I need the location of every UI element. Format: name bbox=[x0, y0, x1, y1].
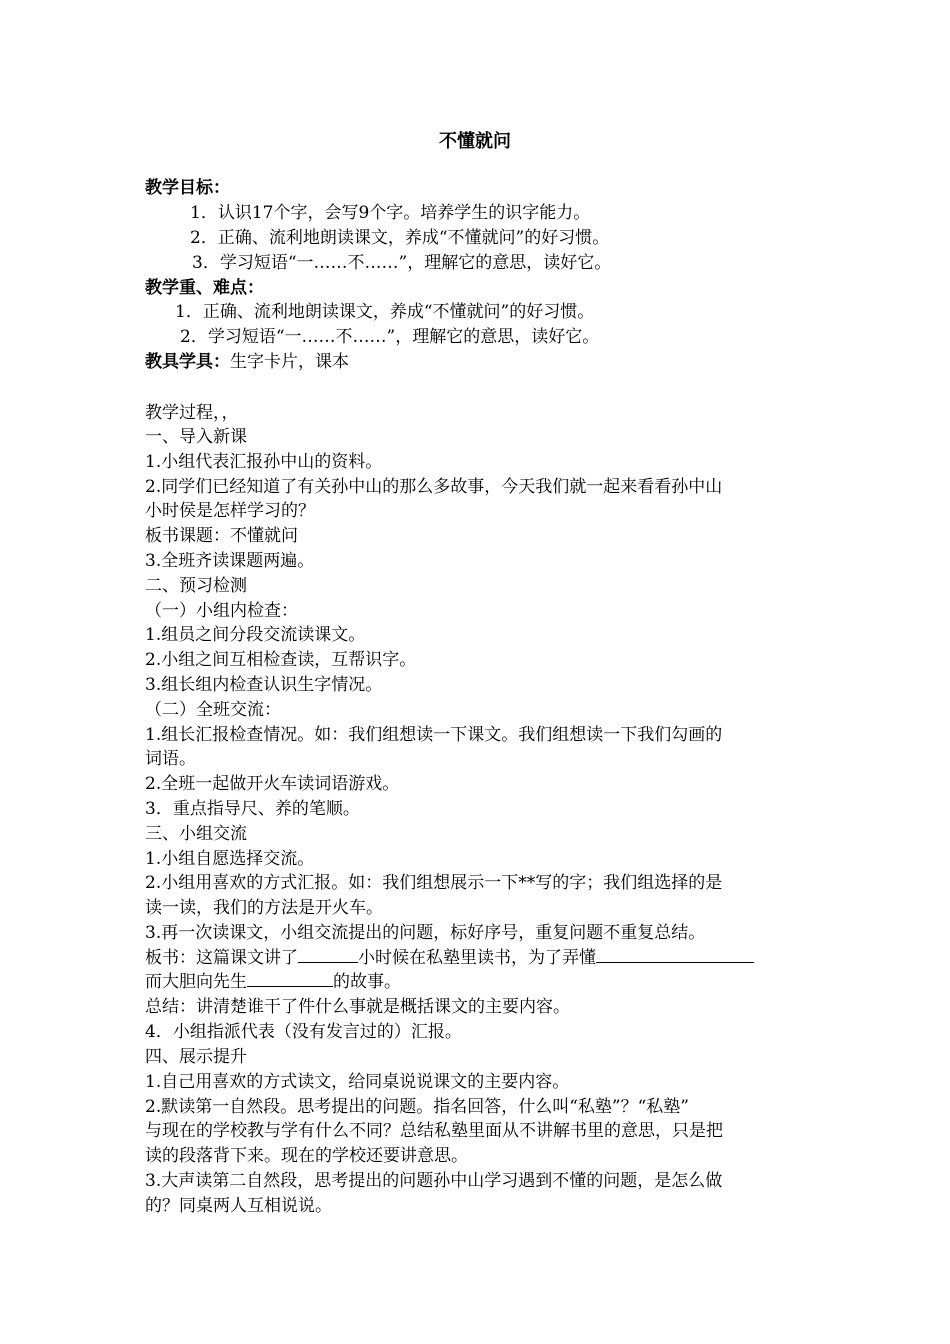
paragraph-line: 小时侯是怎样学习的？ bbox=[145, 501, 315, 521]
tools-label: 教具学具： bbox=[145, 352, 230, 372]
board-writing-line bbox=[145, 970, 401, 994]
paragraph-line: 板书课题：不懂就问 bbox=[145, 526, 298, 546]
paragraph-line: 2.默读第一自然段。思考提出的问题。指名回答，什么叫“私塾”？“私塾” bbox=[145, 1097, 689, 1117]
process-heading: 教学过程，， bbox=[145, 403, 239, 423]
fill-in-blank bbox=[596, 946, 754, 963]
paragraph-line: 的？同桌两人互相说说。 bbox=[145, 1196, 332, 1216]
subsection-heading: （二）全班交流： bbox=[145, 700, 281, 720]
fill-in-blank bbox=[247, 970, 333, 987]
fill-in-blank bbox=[298, 946, 358, 963]
paragraph-line: 2.同学们已经知道了有关孙中山的那么多故事，今天我们就一起来看看孙中山 bbox=[145, 477, 723, 497]
board-text: 而大胆向先生 bbox=[145, 972, 247, 992]
key-point-item: 1．正确、流利地朗读课文，养成“不懂就问”的好习惯。 bbox=[175, 302, 595, 322]
subsection-heading: （一）小组内检查： bbox=[145, 601, 298, 621]
section-heading: 二、预习检测 bbox=[145, 576, 247, 596]
tools-line bbox=[145, 350, 349, 374]
board-text: 的故事。 bbox=[333, 972, 401, 992]
paragraph-line: 3.大声读第二自然段，思考提出的问题孙中山学习遇到不懂的问题，是怎么做 bbox=[145, 1171, 723, 1191]
key-point-item: 2．学习短语“一……不……”，理解它的意思，读好它。 bbox=[180, 327, 600, 347]
paragraph-line: 2.小组之间互相检查读，互帮识字。 bbox=[145, 650, 417, 670]
paragraph-line: 2.全班一起做开火车读词语游戏。 bbox=[145, 774, 400, 794]
paragraph-line: 3.全班齐读课题两遍。 bbox=[145, 551, 315, 571]
paragraph-line: 1.小组代表汇报孙中山的资料。 bbox=[145, 452, 383, 472]
tools-text: 生字卡片，课本 bbox=[230, 352, 349, 372]
paragraph-line: 词语。 bbox=[145, 749, 196, 769]
goal-item: 1．认识17个字，会写9个字。培养学生的识字能力。 bbox=[190, 203, 591, 223]
goals-heading: 教学目标： bbox=[145, 178, 230, 198]
board-text: 小时候在私塾里读书，为了弄懂 bbox=[358, 948, 596, 968]
paragraph-line: 1.组长汇报检查情况。如：我们组想读一下课文。我们组想读一下我们勾画的 bbox=[145, 725, 723, 745]
paragraph-line: 读的段落背下来。现在的学校还要讲意思。 bbox=[145, 1146, 468, 1166]
board-writing-line bbox=[145, 946, 754, 970]
paragraph-line: 与现在的学校教与学有什么不同？总结私塾里面从不讲解书里的意思，只是把 bbox=[145, 1121, 723, 1141]
goal-item: 3．学习短语“一……不……”，理解它的意思，读好它。 bbox=[192, 253, 612, 273]
section-heading: 一、导入新课 bbox=[145, 427, 247, 447]
section-heading: 三、小组交流 bbox=[145, 824, 247, 844]
paragraph-line: 总结：讲清楚谁干了件什么事就是概括课文的主要内容。 bbox=[145, 997, 570, 1017]
page-title: 不懂就问 bbox=[439, 131, 511, 152]
paragraph-line: 4．小组指派代表（没有发言过的）汇报。 bbox=[145, 1022, 462, 1042]
board-text: 板书：这篇课文讲了 bbox=[145, 948, 298, 968]
paragraph-line: 1.小组自愿选择交流。 bbox=[145, 849, 315, 869]
paragraph-line: 1.组员之间分段交流读课文。 bbox=[145, 625, 366, 645]
key-points-heading: 教学重、难点： bbox=[145, 278, 264, 298]
paragraph-line: 1.自己用喜欢的方式读文，给同桌说说课文的主要内容。 bbox=[145, 1072, 570, 1092]
paragraph-line: 读一读，我们的方法是开火车。 bbox=[145, 898, 383, 918]
goal-item: 2．正确、流利地朗读课文，养成“不懂就问”的好习惯。 bbox=[190, 228, 610, 248]
paragraph-line: 3.组长组内检查认识生字情况。 bbox=[145, 675, 383, 695]
paragraph-line: 3.再一次读课文，小组交流提出的问题，标好序号，重复问题不重复总结。 bbox=[145, 923, 706, 943]
section-heading: 四、展示提升 bbox=[145, 1047, 247, 1067]
paragraph-line: 3．重点指导尺、养的笔顺。 bbox=[145, 799, 360, 819]
paragraph-line: 2.小组用喜欢的方式汇报。如：我们组想展示一下**写的字；我们组选择的是 bbox=[145, 873, 723, 893]
